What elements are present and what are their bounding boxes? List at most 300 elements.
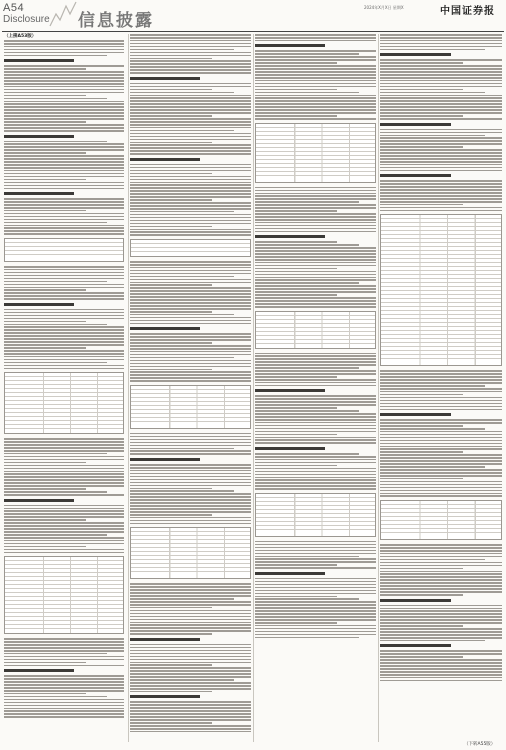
text-line: [255, 204, 376, 206]
text-line: [255, 404, 376, 406]
text-line: [255, 442, 376, 444]
text-line: [4, 230, 124, 232]
text-line: [255, 62, 337, 64]
text-line: [130, 464, 251, 466]
text-line: [255, 587, 376, 589]
text-line: [4, 693, 86, 695]
section-heading-line: [4, 192, 74, 195]
text-line: [4, 444, 124, 446]
text-line: [130, 142, 212, 144]
text-line: [255, 419, 376, 421]
text-line: [255, 265, 376, 267]
text-line: [130, 691, 212, 693]
text-line: [4, 540, 124, 542]
table-row: [256, 176, 375, 179]
text-line: [255, 465, 337, 467]
text-line: [4, 534, 107, 536]
text-line: [4, 359, 124, 361]
text-line: [130, 314, 234, 316]
text-line: [380, 568, 463, 570]
text-line: [255, 558, 376, 560]
text-line: [255, 219, 376, 221]
body-text-block: [380, 34, 502, 211]
text-line: [130, 176, 251, 178]
text-line: [130, 317, 251, 319]
text-line: [4, 476, 124, 478]
text-line: [255, 385, 376, 387]
text-line: [130, 493, 251, 495]
text-line: [130, 583, 251, 585]
text-line: [380, 582, 502, 584]
text-line: [255, 361, 376, 363]
text-line: [130, 511, 251, 513]
text-line: [380, 588, 502, 590]
text-line: [4, 350, 124, 352]
text-line: [130, 601, 251, 603]
text-line: [4, 531, 124, 533]
text-line: [130, 589, 251, 591]
text-line: [380, 170, 502, 172]
text-line: [255, 434, 337, 436]
text-line: [380, 434, 502, 436]
text-line: [4, 146, 124, 148]
text-line: [130, 86, 251, 88]
text-line: [380, 625, 463, 627]
text-line: [380, 680, 502, 682]
text-line: [130, 523, 251, 525]
text-line: [255, 279, 376, 281]
text-line: [380, 475, 502, 477]
text-line: [255, 590, 376, 592]
text-line: [130, 633, 212, 635]
section-heading-line: [130, 158, 200, 161]
text-line: [4, 465, 124, 467]
text-line: [4, 89, 124, 91]
text-line: [130, 682, 251, 684]
text-line: [255, 250, 376, 252]
text-line: [130, 49, 234, 51]
text-line: [380, 674, 502, 676]
text-line: [255, 118, 376, 120]
text-line: [130, 184, 251, 186]
text-line: [380, 605, 502, 607]
text-line: [130, 439, 251, 441]
text-line: [4, 338, 124, 340]
text-line: [4, 508, 124, 510]
newspaper-name: 中国证券报: [440, 6, 495, 17]
text-line: [4, 491, 107, 493]
text-line: [380, 469, 502, 471]
text-line: [4, 281, 107, 283]
text-line: [130, 214, 251, 216]
text-line: [4, 43, 124, 45]
text-line: [130, 360, 251, 362]
text-line: [380, 198, 502, 200]
text-line: [380, 167, 502, 169]
text-line: [4, 702, 124, 704]
text-line: [380, 370, 502, 372]
text-line: [380, 92, 485, 94]
text-line: [130, 380, 251, 382]
text-line: [255, 103, 376, 105]
text-line: [130, 226, 212, 228]
text-line: [130, 624, 251, 626]
section-heading-line: [4, 669, 74, 672]
text-line: [130, 508, 251, 510]
continued-from-tag: （上接A53版）: [4, 34, 37, 39]
text-line: [380, 95, 502, 97]
text-line: [255, 56, 376, 58]
text-line: [4, 462, 86, 464]
text-line: [380, 608, 502, 610]
text-line: [255, 379, 376, 381]
text-line: [130, 688, 251, 690]
text-line: [130, 124, 251, 126]
text-line: [380, 640, 485, 642]
text-line: [380, 406, 502, 408]
text-line: [130, 436, 251, 438]
text-line: [380, 34, 502, 36]
text-line: [130, 479, 251, 481]
text-line: [130, 127, 251, 129]
text-line: [255, 628, 376, 630]
text-line: [4, 207, 124, 209]
text-line: [130, 482, 251, 484]
text-line: [380, 422, 502, 424]
text-line: [4, 641, 124, 643]
text-line: [255, 637, 359, 639]
text-line: [130, 613, 251, 615]
text-line: [130, 109, 251, 111]
text-line: [380, 192, 502, 194]
text-line: [4, 519, 86, 521]
text-line: [255, 459, 376, 461]
text-line: [255, 439, 376, 441]
body-text-block: [255, 353, 376, 490]
text-line: [130, 97, 251, 99]
text-line: [380, 152, 502, 154]
text-line: [130, 505, 251, 507]
text-line: [4, 272, 124, 274]
section-heading-line: [4, 59, 74, 62]
text-line: [255, 244, 359, 246]
text-line: [130, 351, 251, 353]
text-line: [4, 644, 124, 646]
text-line: [4, 353, 124, 355]
text-line: [130, 467, 251, 469]
text-column-3: [255, 34, 376, 640]
text-line: [380, 46, 502, 48]
text-line: [4, 213, 124, 215]
text-line: [255, 92, 359, 94]
section-heading-line: [255, 44, 325, 47]
text-line: [380, 155, 502, 157]
text-line: [130, 273, 251, 275]
text-line: [255, 74, 376, 76]
text-line: [130, 150, 251, 152]
text-line: [130, 187, 251, 189]
text-line: [130, 173, 212, 175]
text-line: [255, 613, 376, 615]
text-line: [380, 135, 485, 137]
text-line: [130, 52, 251, 54]
text-line: [130, 211, 234, 213]
text-line: [380, 149, 502, 151]
text-line: [380, 425, 463, 427]
section-heading-line: [255, 235, 325, 238]
text-line: [380, 40, 502, 42]
text-line: [380, 591, 502, 593]
text-line: [130, 136, 251, 138]
text-line: [380, 400, 502, 402]
text-line: [130, 144, 251, 146]
text-line: [130, 377, 251, 379]
text-line: [130, 223, 251, 225]
text-line: [255, 300, 376, 302]
text-column-4: [380, 34, 502, 683]
text-line: [255, 294, 337, 296]
text-line: [130, 231, 251, 233]
text-line: [255, 376, 337, 378]
text-line: [130, 118, 251, 120]
data-table: [380, 500, 502, 540]
text-line: [4, 170, 124, 172]
text-line: [255, 40, 376, 42]
text-line: [4, 109, 124, 111]
text-line: [4, 321, 86, 323]
body-text-block: [255, 187, 376, 308]
text-line: [255, 282, 359, 284]
text-line: [4, 473, 124, 475]
text-line: [380, 457, 502, 459]
text-line: [4, 708, 124, 710]
text-line: [4, 101, 124, 103]
body-text-block: [130, 433, 251, 525]
text-line: [130, 182, 251, 184]
data-table: [255, 493, 376, 537]
text-line: [4, 295, 124, 297]
text-line: [130, 650, 251, 652]
text-line: [4, 266, 124, 268]
text-line: [255, 564, 337, 566]
text-line: [380, 650, 502, 652]
text-line: [4, 216, 124, 218]
text-line: [130, 336, 251, 338]
text-line: [130, 470, 251, 472]
body-text-block: [130, 34, 251, 236]
text-line: [130, 170, 251, 172]
text-line: [4, 647, 124, 649]
text-line: [380, 71, 502, 73]
text-line: [4, 289, 86, 291]
text-line: [380, 662, 502, 664]
text-line: [380, 562, 502, 564]
text-line: [255, 561, 376, 563]
text-line: [4, 485, 124, 487]
text-line: [130, 667, 251, 669]
text-line: [4, 650, 124, 652]
text-line: [4, 549, 124, 551]
text-line: [380, 189, 502, 191]
text-line: [380, 579, 502, 581]
text-line: [4, 699, 124, 701]
section-heading-line: [130, 695, 200, 698]
text-line: [130, 103, 251, 105]
text-line: [380, 59, 502, 61]
text-line: [130, 308, 251, 310]
text-line: [380, 553, 502, 555]
text-line: [4, 456, 124, 458]
text-line: [130, 598, 234, 600]
text-line: [255, 68, 376, 70]
text-line: [255, 567, 376, 569]
text-line: [4, 716, 124, 718]
text-line: [130, 69, 251, 71]
text-line: [255, 190, 376, 192]
text-line: [380, 158, 502, 160]
text-line: [255, 207, 376, 209]
text-line: [255, 428, 376, 430]
text-line: [130, 647, 251, 649]
text-line: [255, 550, 376, 552]
text-line: [255, 619, 376, 621]
text-line: [255, 112, 376, 114]
text-line: [255, 367, 359, 369]
text-line: [130, 342, 212, 344]
text-line: [255, 395, 376, 397]
text-line: [4, 219, 124, 221]
text-line: [4, 552, 124, 554]
text-line: [4, 74, 124, 76]
text-line: [130, 276, 234, 278]
text-line: [380, 659, 502, 661]
text-line: [130, 106, 251, 108]
text-line: [130, 305, 251, 307]
text-line: [4, 298, 124, 300]
text-line: [130, 202, 251, 204]
text-line: [4, 143, 124, 145]
section-heading-line: [4, 135, 74, 138]
text-line: [4, 222, 107, 224]
table-row: [131, 252, 250, 255]
text-line: [380, 180, 502, 182]
section-heading-line: [130, 638, 200, 641]
text-line: [4, 315, 124, 317]
text-line: [4, 318, 124, 320]
section-heading-line: [380, 599, 451, 602]
text-line: [130, 371, 251, 373]
text-line: [4, 356, 124, 358]
text-line: [130, 369, 212, 371]
text-line: [130, 40, 251, 42]
text-line: [130, 644, 251, 646]
text-line: [380, 403, 502, 405]
text-line: [255, 593, 376, 595]
text-line: [130, 728, 251, 730]
text-line: [4, 164, 124, 166]
text-line: [255, 353, 376, 355]
text-line: [130, 302, 251, 304]
text-line: [255, 86, 376, 88]
text-line: [4, 92, 124, 94]
text-line: [380, 143, 502, 145]
text-line: [255, 556, 359, 558]
text-line: [4, 167, 124, 169]
text-line: [130, 622, 251, 624]
text-line: [380, 451, 463, 453]
text-line: [380, 594, 463, 596]
body-text-block: [4, 638, 124, 718]
text-line: [255, 437, 376, 439]
text-line: [380, 481, 502, 483]
text-line: [4, 198, 124, 200]
text-line: [130, 592, 251, 594]
text-line: [130, 205, 251, 207]
text-line: [255, 622, 337, 624]
text-line: [255, 71, 376, 73]
text-line: [255, 253, 376, 255]
text-line: [380, 493, 502, 495]
text-line: [4, 284, 124, 286]
text-line: [130, 83, 251, 85]
section-heading-line: [380, 413, 451, 416]
text-line: [4, 118, 124, 120]
text-line: [130, 619, 251, 621]
text-line: [4, 278, 124, 280]
text-line: [130, 520, 251, 522]
text-line: [4, 121, 86, 123]
text-line: [130, 267, 251, 269]
text-line: [130, 333, 251, 335]
text-line: [4, 49, 124, 51]
text-line: [255, 541, 376, 543]
text-line: [4, 149, 124, 151]
text-line: [130, 442, 251, 444]
data-table: [130, 527, 251, 579]
text-line: [380, 428, 485, 430]
text-line: [4, 112, 124, 114]
text-line: [130, 488, 212, 490]
text-line: [4, 488, 86, 490]
text-line: [4, 638, 124, 640]
text-line: [255, 77, 376, 79]
text-line: [4, 438, 124, 440]
text-line: [4, 653, 107, 655]
text-line: [4, 326, 124, 328]
text-line: [130, 89, 212, 91]
text-line: [4, 188, 124, 190]
text-line: [380, 397, 502, 399]
text-line: [380, 80, 502, 82]
text-line: [130, 323, 251, 325]
text-line: [255, 274, 376, 276]
text-line: [4, 365, 124, 367]
column-divider: [128, 34, 129, 742]
text-line: [130, 653, 251, 655]
text-line: [255, 303, 376, 305]
zigzag-decoration-icon: [48, 0, 78, 30]
data-table: [130, 239, 251, 257]
text-line: [130, 320, 251, 322]
text-line: [4, 210, 86, 212]
section-heading-line: [130, 77, 200, 80]
table-row: [5, 255, 123, 258]
text-line: [130, 616, 251, 618]
text-line: [380, 565, 502, 567]
text-line: [255, 410, 359, 412]
text-line: [380, 495, 502, 497]
text-line: [130, 133, 251, 135]
